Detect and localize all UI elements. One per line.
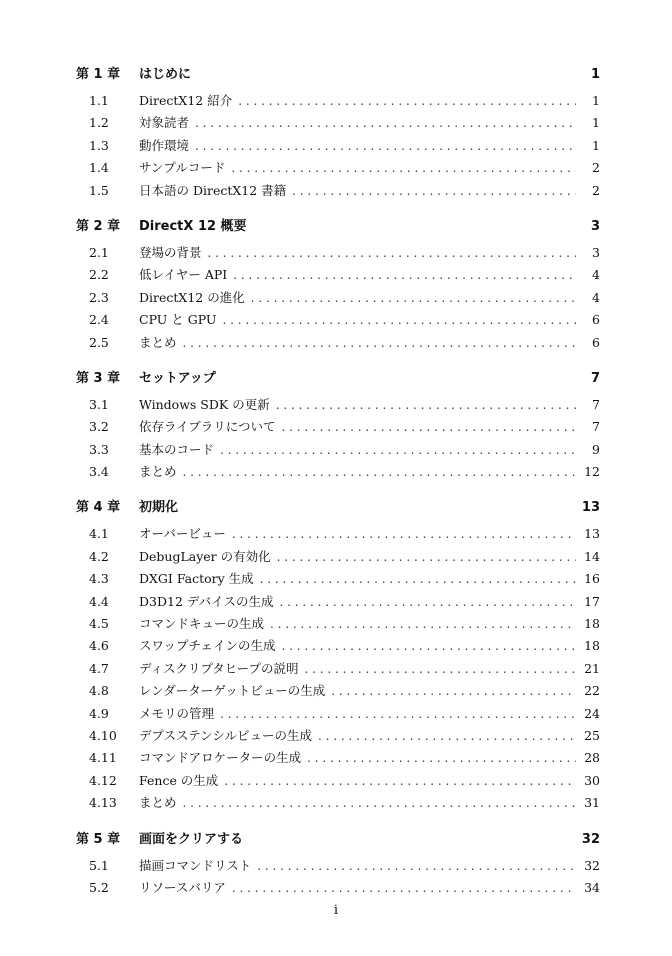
section-title: Fence の生成 xyxy=(139,772,219,788)
section-title: DXGI Factory 生成 xyxy=(139,571,254,587)
toc-entry[interactable] xyxy=(76,264,600,286)
toc-entry[interactable] xyxy=(76,770,600,792)
section-page: 2 xyxy=(592,182,600,198)
toc-entry[interactable] xyxy=(76,792,600,814)
section-number: 2.2 xyxy=(89,267,109,283)
section-number: 4.10 xyxy=(89,727,117,743)
toc-entry[interactable] xyxy=(76,439,600,461)
section-number: 1.1 xyxy=(89,93,109,108)
section-title: オーバービュー xyxy=(139,526,226,542)
section-page: 3 xyxy=(592,244,600,260)
section-title: レンダーターゲットビューの生成 xyxy=(139,683,326,699)
section-title: D3D12 デバイスの生成 xyxy=(139,593,274,609)
section-number: 4.5 xyxy=(89,616,109,632)
section-title: 基本のコード xyxy=(139,441,215,457)
toc-entry[interactable] xyxy=(76,135,600,157)
section-title: ディスクリプタヒープの説明 xyxy=(139,660,299,676)
section-number: 4.4 xyxy=(89,593,109,609)
table-of-contents xyxy=(76,60,600,909)
dot-leader xyxy=(260,568,576,590)
section-title: 登場の背景 xyxy=(139,244,202,260)
chapter-heading[interactable] xyxy=(76,212,600,242)
section-title: スワップチェインの生成 xyxy=(139,638,276,654)
section-page: 32 xyxy=(584,857,600,873)
toc-entry[interactable] xyxy=(76,90,600,112)
toc-entry[interactable] xyxy=(76,635,600,657)
section-page: 14 xyxy=(584,548,600,564)
section-title: まとめ xyxy=(139,795,177,811)
section-number: 4.7 xyxy=(89,660,109,676)
section-page: 6 xyxy=(592,334,600,350)
dot-leader xyxy=(257,855,576,877)
toc-entry[interactable] xyxy=(76,180,600,202)
dot-leader xyxy=(183,332,576,354)
toc-entry[interactable] xyxy=(76,658,600,680)
section-page: 2 xyxy=(592,160,600,176)
section-page: 25 xyxy=(584,727,600,743)
section-title: コマンドキューの生成 xyxy=(139,616,265,632)
section-page: 7 xyxy=(592,396,600,412)
chapter-title: はじめに xyxy=(139,67,192,82)
section-number: 4.8 xyxy=(89,683,109,699)
toc-entry[interactable] xyxy=(76,855,600,877)
chapter-number: 第 2 章 xyxy=(76,218,121,234)
dot-leader xyxy=(220,439,576,461)
section-title: 依存ライブラリについて xyxy=(139,419,276,435)
section-number: 3.2 xyxy=(89,419,109,435)
section-page: 7 xyxy=(592,419,600,435)
section-number: 5.2 xyxy=(89,879,109,895)
chapter-3 xyxy=(76,364,600,484)
dot-leader xyxy=(220,703,576,725)
dot-leader xyxy=(195,135,576,157)
toc-entry[interactable] xyxy=(76,703,600,725)
section-title: まとめ xyxy=(139,464,177,480)
chapter-page: 1 xyxy=(590,67,600,82)
dot-leader xyxy=(208,242,576,264)
section-number: 4.1 xyxy=(89,526,109,542)
toc-entry[interactable] xyxy=(76,725,600,747)
dot-leader xyxy=(232,877,576,899)
section-page: 12 xyxy=(584,464,600,480)
dot-leader xyxy=(331,680,576,702)
section-page: 4 xyxy=(592,289,600,305)
section-page: 21 xyxy=(584,660,600,676)
section-title: Windows SDK の更新 xyxy=(139,396,270,412)
dot-leader xyxy=(231,157,576,179)
dot-leader xyxy=(282,635,576,657)
chapter-heading[interactable] xyxy=(76,364,600,394)
chapter-title: セットアップ xyxy=(139,370,216,386)
section-page: 18 xyxy=(584,616,600,632)
section-page: 1 xyxy=(592,93,600,108)
section-page: 1 xyxy=(592,115,600,131)
dot-leader xyxy=(280,591,576,613)
chapter-title: 初期化 xyxy=(139,500,179,516)
chapter-number: 第 3 章 xyxy=(76,370,121,386)
dot-leader xyxy=(224,770,576,792)
section-page: 24 xyxy=(584,705,600,721)
section-title: 日本語の DirectX12 書籍 xyxy=(139,182,287,198)
section-page: 13 xyxy=(584,526,600,542)
section-title: DirectX12 の進化 xyxy=(139,289,245,305)
section-title: 描画コマンドリスト xyxy=(139,857,252,873)
section-page: 16 xyxy=(584,571,600,587)
dot-leader xyxy=(318,725,576,747)
dot-leader xyxy=(292,180,576,202)
section-number: 4.11 xyxy=(89,750,117,766)
dot-leader xyxy=(305,658,576,680)
section-page: 22 xyxy=(584,683,600,699)
dot-leader xyxy=(195,112,576,134)
section-number: 4.9 xyxy=(89,705,109,721)
toc-entry[interactable] xyxy=(76,157,600,179)
toc-entry[interactable] xyxy=(76,546,600,568)
section-number: 4.6 xyxy=(89,638,109,654)
chapter-2 xyxy=(76,212,600,354)
section-page: 1 xyxy=(592,137,600,153)
section-title: 低レイヤー API xyxy=(139,267,228,283)
section-page: 4 xyxy=(592,267,600,283)
section-number: 2.5 xyxy=(89,334,109,350)
section-number: 3.4 xyxy=(89,464,109,480)
section-number: 1.5 xyxy=(89,182,109,198)
section-title: サンプルコード xyxy=(139,160,226,176)
toc-entry[interactable] xyxy=(76,287,600,309)
toc-entry[interactable] xyxy=(76,747,600,769)
toc-entry[interactable] xyxy=(76,680,600,702)
dot-leader xyxy=(276,394,576,416)
section-number: 4.13 xyxy=(89,795,117,811)
section-number: 3.1 xyxy=(89,396,109,412)
section-number: 4.3 xyxy=(89,571,109,587)
toc-entry[interactable] xyxy=(76,309,600,331)
section-page: 18 xyxy=(584,638,600,654)
section-number: 2.1 xyxy=(89,244,109,260)
chapter-title: DirectX 12 概要 xyxy=(139,218,247,234)
dot-leader xyxy=(183,792,576,814)
toc-entry[interactable] xyxy=(76,332,600,354)
section-page: 28 xyxy=(584,750,600,766)
section-title: まとめ xyxy=(139,334,177,350)
section-title: 動作環境 xyxy=(139,137,190,153)
chapter-page: 32 xyxy=(581,831,600,847)
section-number: 3.3 xyxy=(89,441,109,457)
chapter-title: 画面をクリアする xyxy=(139,831,244,847)
dot-leader xyxy=(277,546,576,568)
section-title: 対象読者 xyxy=(139,115,190,131)
section-number: 1.2 xyxy=(89,115,109,131)
section-number: 4.12 xyxy=(89,772,117,788)
toc-entry[interactable] xyxy=(76,394,600,416)
section-page: 17 xyxy=(584,593,600,609)
dot-leader xyxy=(222,309,576,331)
section-number: 1.4 xyxy=(89,160,109,176)
dot-leader xyxy=(307,747,576,769)
chapter-page: 7 xyxy=(590,370,600,386)
toc-entry[interactable] xyxy=(76,112,600,134)
page-number: i xyxy=(333,903,339,918)
dot-leader xyxy=(233,264,576,286)
section-title: DirectX12 紹介 xyxy=(139,93,233,108)
section-number: 1.3 xyxy=(89,137,109,153)
chapter-4 xyxy=(76,493,600,814)
chapter-5 xyxy=(76,825,600,900)
section-number: 2.3 xyxy=(89,289,109,305)
section-title: CPU と GPU xyxy=(139,312,217,328)
section-title: リソースバリア xyxy=(139,879,226,895)
section-number: 2.4 xyxy=(89,312,109,328)
toc-entry[interactable] xyxy=(76,523,600,545)
chapter-heading[interactable] xyxy=(76,493,600,523)
toc-entry[interactable] xyxy=(76,591,600,613)
toc-entry[interactable] xyxy=(76,877,600,899)
dot-leader xyxy=(282,416,576,438)
chapter-page: 13 xyxy=(581,500,600,516)
chapter-heading[interactable] xyxy=(76,825,600,855)
toc-entry[interactable] xyxy=(76,416,600,438)
chapter-number: 第 4 章 xyxy=(76,500,121,516)
dot-leader xyxy=(251,287,576,309)
section-title: コマンドアロケーターの生成 xyxy=(139,750,302,766)
section-page: 31 xyxy=(584,795,600,811)
section-title: DebugLayer の有効化 xyxy=(139,548,271,564)
section-page: 30 xyxy=(584,772,600,788)
section-page: 34 xyxy=(584,879,600,895)
section-page: 6 xyxy=(592,312,600,328)
section-title: メモリの管理 xyxy=(139,705,215,721)
chapter-heading[interactable] xyxy=(76,60,600,90)
toc-entry[interactable] xyxy=(76,461,600,483)
chapter-number: 第 5 章 xyxy=(76,831,121,847)
toc-entry[interactable] xyxy=(76,242,600,264)
chapter-1 xyxy=(76,60,600,202)
section-number: 4.2 xyxy=(89,548,109,564)
section-page: 9 xyxy=(592,441,600,457)
dot-leader xyxy=(270,613,576,635)
chapter-number: 第 1 章 xyxy=(76,67,121,82)
dot-leader xyxy=(183,461,576,483)
dot-leader xyxy=(238,90,576,112)
toc-entry[interactable] xyxy=(76,568,600,590)
dot-leader xyxy=(232,523,576,545)
toc-entry[interactable] xyxy=(76,613,600,635)
chapter-page: 3 xyxy=(590,218,600,234)
section-number: 5.1 xyxy=(89,857,109,873)
section-title: デプスステンシルビューの生成 xyxy=(139,727,313,743)
